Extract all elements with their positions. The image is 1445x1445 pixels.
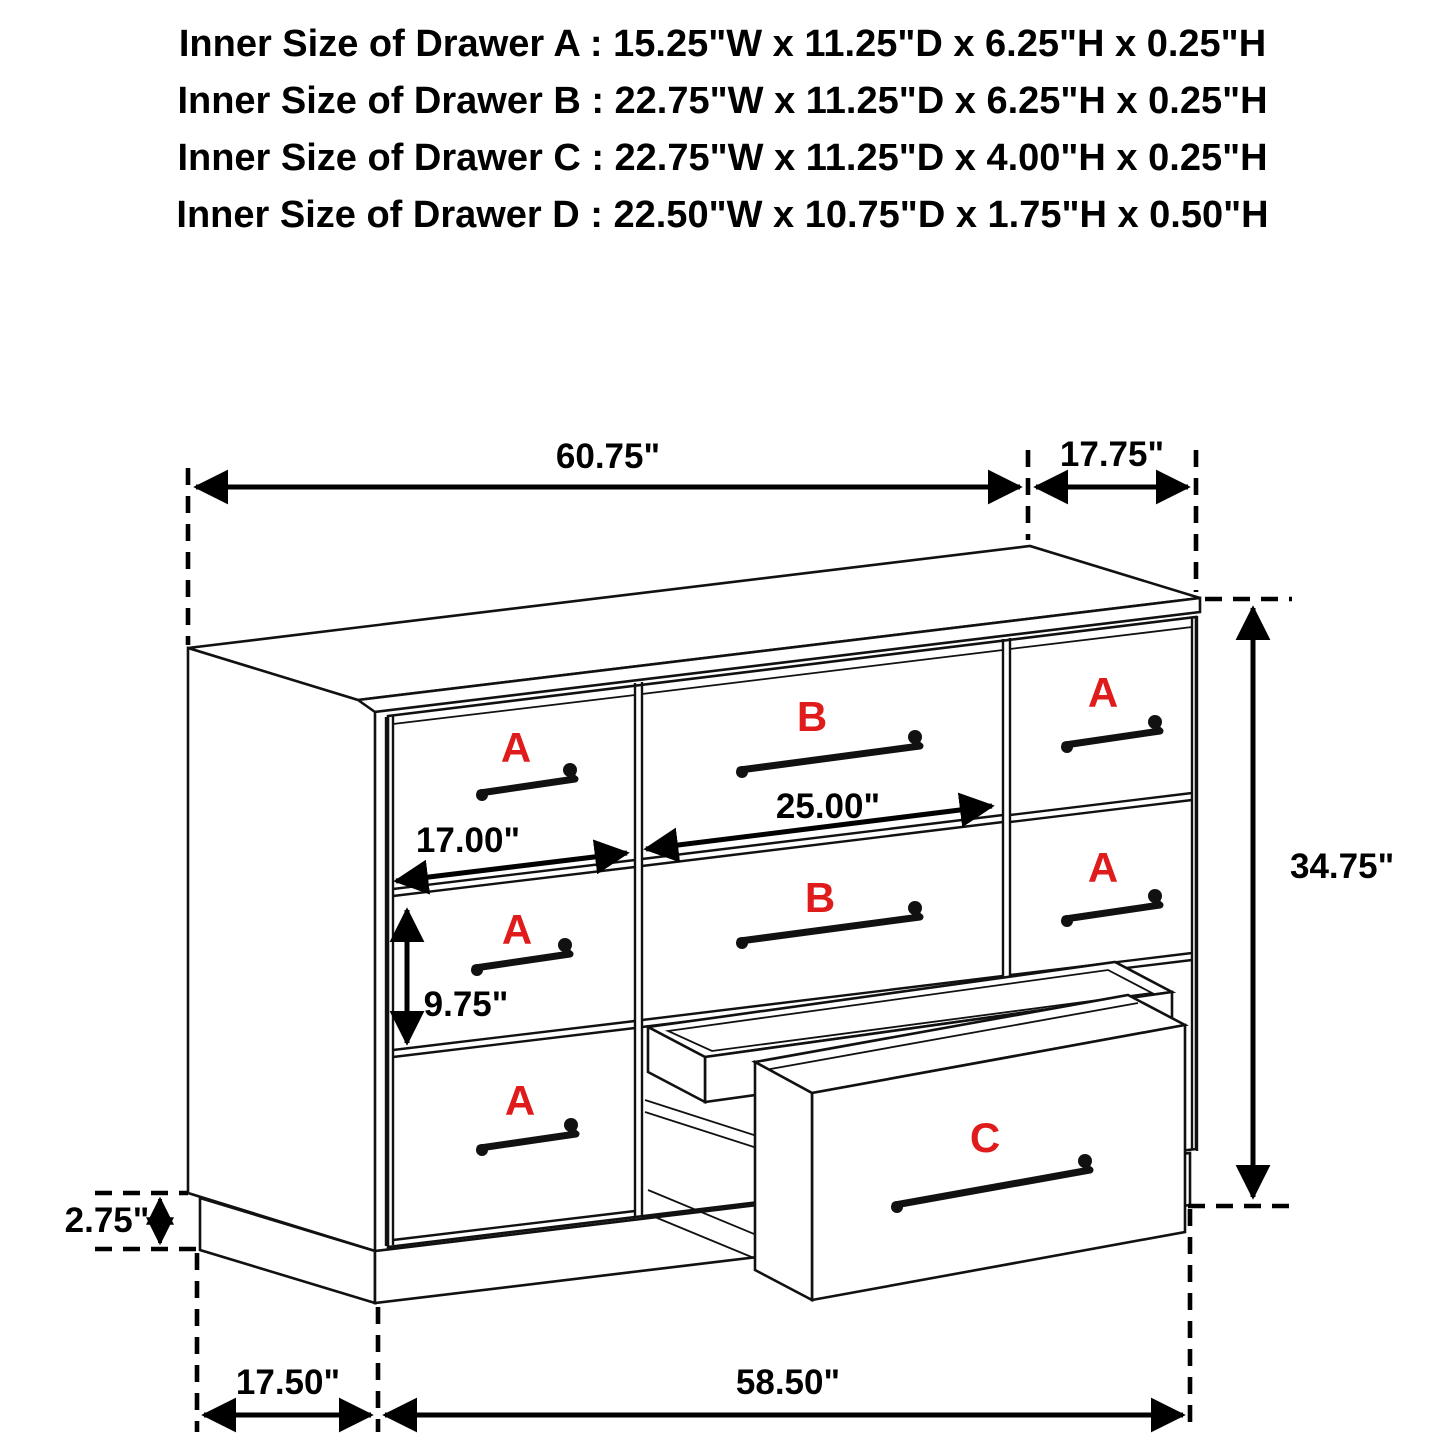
header-line-drawer-d: Inner Size of Drawer D : 22.50"W x 10.75"D x 1.75"H x 0.50"H [176, 194, 1269, 236]
drawer-letter-a-right-2: A [1087, 844, 1119, 891]
drawer-letter-c: C [969, 1114, 1001, 1161]
drawer-letter-b-2: B [804, 874, 836, 921]
drawer-c-left-side [755, 1062, 812, 1300]
header-line-drawer-c: Inner Size of Drawer C : 22.75"W x 11.25"D x 4.00"H x 0.25"H [177, 137, 1268, 179]
drawer-letter-b-1: B [796, 693, 828, 740]
dim-label-height: 34.75" [1290, 847, 1395, 886]
cabinet-side-panel [188, 648, 375, 1251]
dim-label-base-width: 58.50" [735, 1363, 841, 1402]
drawer-letter-a-left-1: A [500, 724, 532, 771]
dim-label-drawer-a-width: 17.00" [415, 821, 521, 860]
dim-label-top-width: 60.75" [555, 437, 661, 476]
dim-label-drawer-a-height: 9.75" [423, 985, 509, 1024]
dim-label-top-depth: 17.75" [1059, 435, 1165, 474]
header-line-drawer-b: Inner Size of Drawer B : 22.75"W x 11.25"D x 6.25"H x 0.25"H [177, 80, 1268, 122]
drawer-letter-a-left-2: A [501, 906, 533, 953]
dim-label-base-height: 2.75" [64, 1201, 150, 1240]
dim-label-drawer-b-width: 25.00" [775, 787, 881, 826]
drawer-letter-a-right-1: A [1087, 669, 1119, 716]
dim-label-base-depth: 17.50" [235, 1363, 341, 1402]
header-line-drawer-a: Inner Size of Drawer A : 15.25"W x 11.25"D x 6.25"H x 0.25"H [178, 23, 1267, 65]
drawer-letter-a-left-3: A [504, 1077, 536, 1124]
